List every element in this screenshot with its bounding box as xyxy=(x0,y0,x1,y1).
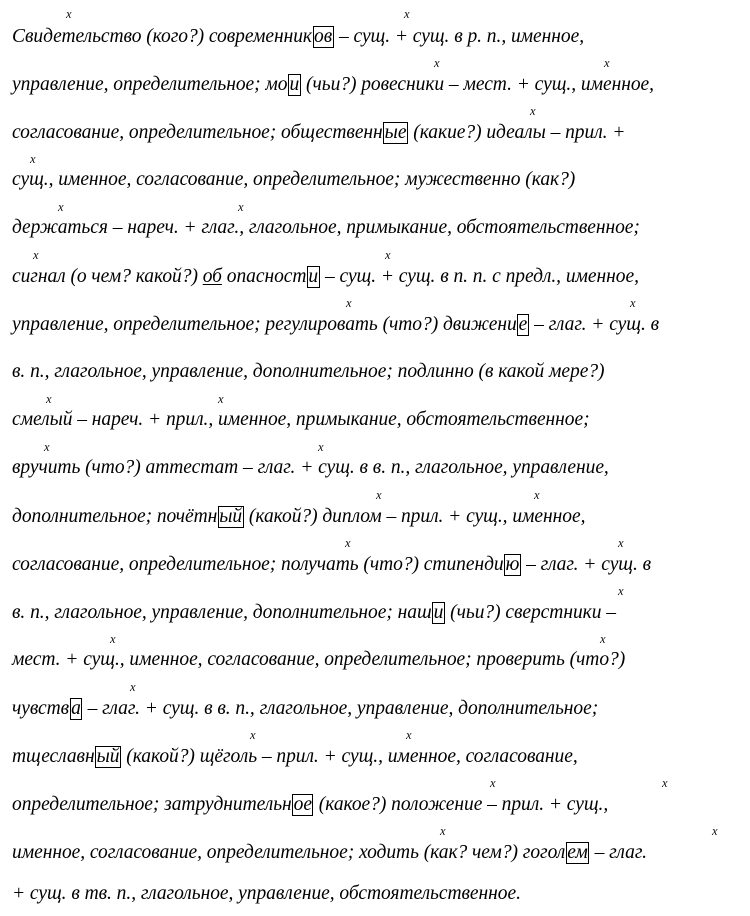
text-run: управление, определительное; регулировать (что?) движени xyxy=(12,314,517,335)
text-line xyxy=(12,74,742,96)
head-word-x-marker: x xyxy=(46,392,52,406)
head-word-x-marker: x xyxy=(604,56,610,70)
text-run: управление, определительное; мо xyxy=(12,74,288,95)
boxed-ending: и xyxy=(289,74,300,95)
head-word-x-marker: x xyxy=(534,488,540,502)
text-line xyxy=(12,554,742,576)
text-line xyxy=(12,698,742,720)
head-word-x-marker: x xyxy=(30,152,36,166)
text-run: именное, согласование, определительное; ходить (как? чем?) гогол xyxy=(12,842,566,863)
head-word-x-marker: x xyxy=(345,536,351,550)
boxed-ending: ые xyxy=(384,122,407,143)
text-line xyxy=(12,506,742,528)
text-run: сигнал (о чем? какой?) xyxy=(12,266,203,287)
head-word-x-marker: x xyxy=(530,104,536,118)
text-run: (чьи?) ровесники – мест. + сущ., именное, xyxy=(301,74,654,95)
text-run: держаться – нареч. + глаг., глагольное, примыкание, обстоятельственное; xyxy=(12,217,640,238)
head-word-x-marker: x xyxy=(110,632,116,646)
text-line xyxy=(12,884,742,904)
head-word-x-marker: x xyxy=(618,536,624,550)
text-line xyxy=(12,410,742,430)
text-run: (чьи?) сверстники – xyxy=(445,602,616,623)
text-run: в. п., глагольное, управление, дополнительное; подлинно (в какой мере?) xyxy=(12,361,605,382)
head-word-x-marker: x xyxy=(318,440,324,454)
head-word-x-marker: x xyxy=(440,824,446,838)
text-run: согласование, определительное; получать (что?) стипенди xyxy=(12,554,504,575)
boxed-ending: ов xyxy=(314,26,333,47)
text-line xyxy=(12,650,742,670)
underlined-preposition: об xyxy=(202,266,222,287)
head-word-x-marker: x xyxy=(33,248,39,262)
boxed-ending: ое xyxy=(293,794,312,815)
text-run: Свидетельство (кого?) современник xyxy=(12,26,312,47)
head-word-x-marker: x xyxy=(404,7,410,21)
text-run: мест. + сущ., именное, согласование, определительное; проверить (что?) xyxy=(12,649,626,670)
head-word-x-marker: x xyxy=(712,824,718,838)
text-run: чувств xyxy=(12,698,70,719)
head-word-x-marker: x xyxy=(630,296,636,310)
text-run: – глаг. + сущ. в в. п., глагольное, управление, дополнительное; xyxy=(82,698,599,719)
head-word-x-marker: x xyxy=(44,440,50,454)
text-run: определительное; затруднительн xyxy=(12,794,292,815)
text-run: опасност xyxy=(221,266,307,287)
text-run: – глаг. xyxy=(589,842,647,863)
text-line xyxy=(12,170,742,190)
text-run: + сущ. в тв. п., глагольное, управление, обстоятельственное. xyxy=(12,883,521,904)
text-run: согласование, определительное; общественн xyxy=(12,122,383,143)
text-run: в. п., глагольное, управление, дополнительное; наш xyxy=(12,602,432,623)
text-run: дополнительное; почётн xyxy=(12,506,218,527)
head-word-x-marker: x xyxy=(385,248,391,262)
head-word-x-marker: x xyxy=(618,584,624,598)
text-run: (какой?) щёголь – прил. + сущ., именное, согласование, xyxy=(121,746,578,767)
text-line xyxy=(12,122,742,144)
text-run: – сущ. + сущ. в р. п., именное, xyxy=(334,26,585,47)
boxed-ending: ем xyxy=(567,842,588,863)
text-run: смелый – нареч. + прил., именное, примыкание, обстоятельственное; xyxy=(12,409,590,430)
head-word-x-marker: x xyxy=(346,296,352,310)
text-line xyxy=(12,458,742,478)
head-word-x-marker: x xyxy=(58,200,64,214)
text-line xyxy=(12,218,742,238)
text-line xyxy=(12,746,742,768)
text-line xyxy=(12,794,742,816)
text-line xyxy=(12,602,742,624)
boxed-ending: ый xyxy=(219,506,243,527)
text-line xyxy=(12,314,742,336)
head-word-x-marker: x xyxy=(434,56,440,70)
head-word-x-marker: x xyxy=(600,632,606,646)
head-word-x-marker: x xyxy=(662,776,668,790)
head-word-x-marker: x xyxy=(218,392,224,406)
text-run: тщеславн xyxy=(12,746,95,767)
head-word-x-marker: x xyxy=(250,728,256,742)
boxed-ending: ый xyxy=(96,746,120,767)
head-word-x-marker: x xyxy=(66,7,72,21)
head-word-x-marker: x xyxy=(130,680,136,694)
text-line xyxy=(12,26,742,48)
text-line xyxy=(12,362,742,382)
text-run: – глаг. + сущ. в xyxy=(529,314,660,335)
text-run: сущ., именное, согласование, определительное; мужественно (как?) xyxy=(12,169,576,190)
boxed-ending: а xyxy=(71,698,81,719)
text-run: (какой?) диплом – прил. + сущ., именное, xyxy=(244,506,586,527)
head-word-x-marker: x xyxy=(406,728,412,742)
head-word-x-marker: x xyxy=(490,776,496,790)
boxed-ending: е xyxy=(518,314,528,335)
head-word-x-marker: x xyxy=(376,488,382,502)
text-run: вручить (что?) аттестат – глаг. + сущ. в в. п., глагольное, управление, xyxy=(12,457,609,478)
text-line xyxy=(12,266,742,288)
boxed-ending: ю xyxy=(505,554,520,575)
text-run: (какие?) идеалы – прил. + xyxy=(408,122,626,143)
text-run: (какое?) положение – прил. + сущ., xyxy=(313,794,609,815)
boxed-ending: и xyxy=(433,602,444,623)
text-run: – сущ. + сущ. в п. п. с предл., именное, xyxy=(320,266,639,287)
text-line xyxy=(12,842,742,864)
head-word-x-marker: x xyxy=(238,200,244,214)
text-run: – глаг. + сущ. в xyxy=(521,554,652,575)
boxed-ending: и xyxy=(308,266,319,287)
